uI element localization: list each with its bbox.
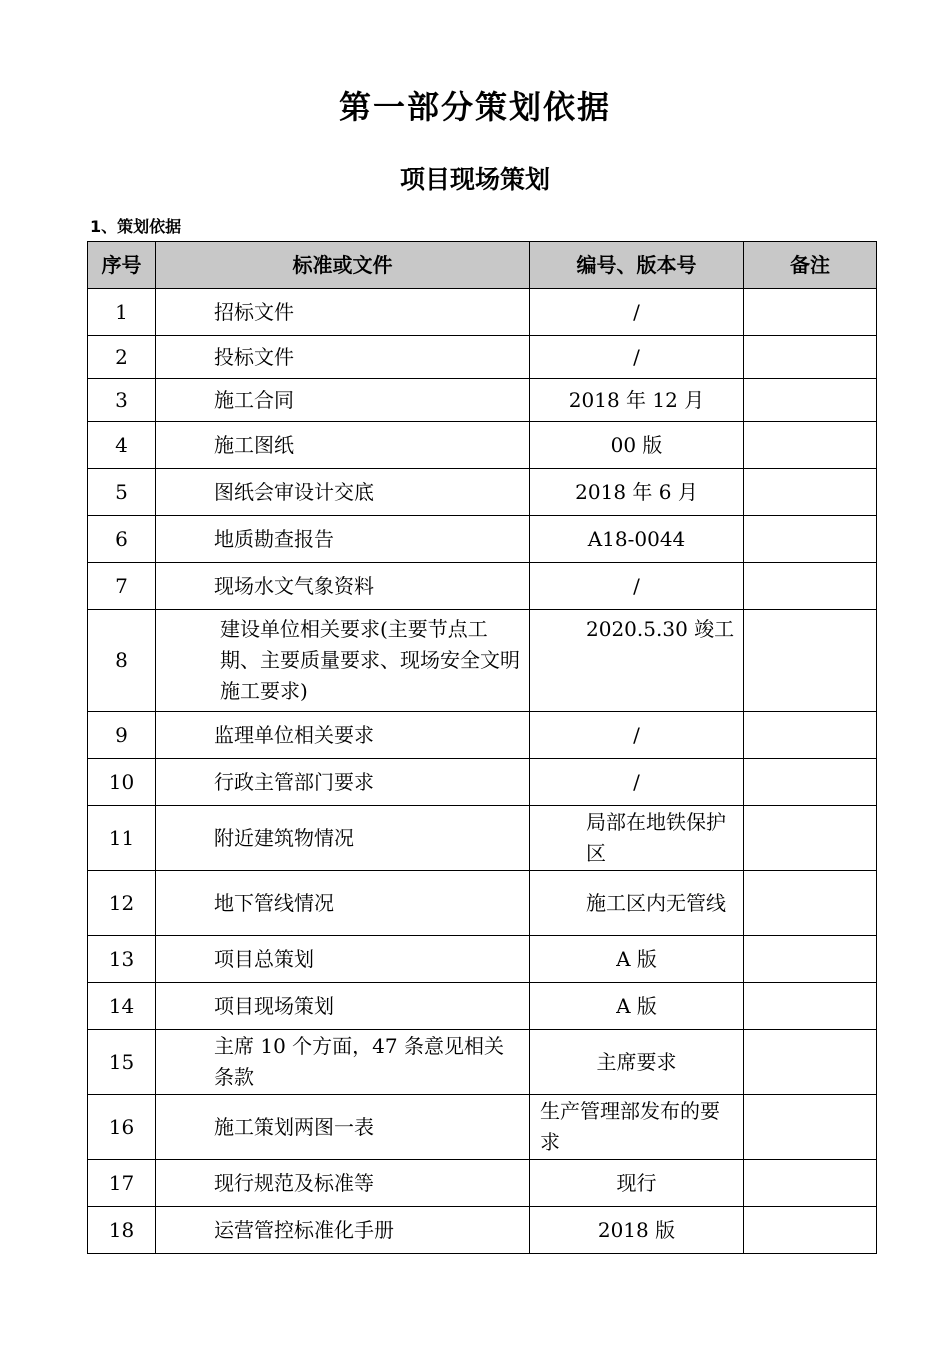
row-name: 施工策划两图一表 <box>156 1095 530 1160</box>
header-no: 序号 <box>88 242 156 289</box>
table-row <box>88 983 877 1030</box>
row-version: A 版 <box>530 983 744 1030</box>
row-version: / <box>530 289 744 336</box>
row-version: 2018 年 6 月 <box>530 469 744 516</box>
row-remark <box>744 871 877 936</box>
row-remark <box>744 712 877 759</box>
table-row <box>88 469 877 516</box>
row-name-text: 主席 10 个方面，47 条意见相关条款 <box>214 1034 504 1089</box>
row-version <box>530 871 744 936</box>
row-remark <box>744 1030 877 1095</box>
row-remark <box>744 422 877 469</box>
row-number: 12 <box>88 871 156 936</box>
row-remark <box>744 983 877 1030</box>
row-remark <box>744 469 877 516</box>
row-version: / <box>530 563 744 610</box>
row-name: 监理单位相关要求 <box>156 712 530 759</box>
row-name: 项目现场策划 <box>156 983 530 1030</box>
page-title: 第一部分策划依据 <box>338 88 611 126</box>
table-row <box>88 712 877 759</box>
table-row <box>88 1095 877 1160</box>
row-version: 现行 <box>530 1160 744 1207</box>
table-row <box>88 379 877 422</box>
row-version: 2018 版 <box>530 1207 744 1254</box>
row-version-text: 施工区内无管线 <box>586 890 726 915</box>
row-number: 6 <box>88 516 156 563</box>
table-row <box>88 289 877 336</box>
row-name: 图纸会审设计交底 <box>156 469 530 516</box>
row-version: A 版 <box>530 936 744 983</box>
row-name: 投标文件 <box>156 336 530 379</box>
table-row <box>88 336 877 379</box>
table-row <box>88 759 877 806</box>
table-row <box>88 936 877 983</box>
row-number: 15 <box>88 1030 156 1095</box>
row-remark <box>744 806 877 871</box>
row-name <box>156 1030 530 1095</box>
row-version: 生产管理部发布的要求 <box>530 1095 744 1160</box>
row-name: 项目总策划 <box>156 936 530 983</box>
row-name: 招标文件 <box>156 289 530 336</box>
row-version-text: 局部在地铁保护区 <box>586 810 726 865</box>
row-name: 现行规范及标准等 <box>156 1160 530 1207</box>
page-subtitle: 项目现场策划 <box>399 165 550 194</box>
row-number: 11 <box>88 806 156 871</box>
row-number: 16 <box>88 1095 156 1160</box>
row-number: 5 <box>88 469 156 516</box>
row-remark <box>744 336 877 379</box>
row-number: 3 <box>88 379 156 422</box>
row-version: / <box>530 336 744 379</box>
header-version: 编号、版本号 <box>530 242 744 289</box>
row-version-text: 2020.5.30 竣工 <box>586 617 735 641</box>
row-number: 7 <box>88 563 156 610</box>
table-row <box>88 1207 877 1254</box>
row-name: 施工合同 <box>156 379 530 422</box>
row-number: 10 <box>88 759 156 806</box>
row-name: 地下管线情况 <box>156 871 530 936</box>
row-version: 2018 年 12 月 <box>530 379 744 422</box>
table-row <box>88 806 877 871</box>
row-remark <box>744 1160 877 1207</box>
row-name: 地质勘查报告 <box>156 516 530 563</box>
table-row <box>88 871 877 936</box>
row-number: 18 <box>88 1207 156 1254</box>
row-version: 主席要求 <box>530 1030 744 1095</box>
table-row <box>88 563 877 610</box>
row-remark <box>744 610 877 712</box>
row-number: 8 <box>88 610 156 712</box>
row-version: 00 版 <box>530 422 744 469</box>
row-name: 行政主管部门要求 <box>156 759 530 806</box>
row-name: 施工图纸 <box>156 422 530 469</box>
header-standard: 标准或文件 <box>156 242 530 289</box>
table-header-row <box>88 242 877 289</box>
table-row <box>88 610 877 712</box>
row-remark <box>744 759 877 806</box>
row-name: 现场水文气象资料 <box>156 563 530 610</box>
table-row <box>88 1030 877 1095</box>
row-remark <box>744 1207 877 1254</box>
row-number: 17 <box>88 1160 156 1207</box>
row-number: 2 <box>88 336 156 379</box>
row-remark <box>744 936 877 983</box>
row-number: 4 <box>88 422 156 469</box>
row-version: A18-0044 <box>530 516 744 563</box>
row-number: 14 <box>88 983 156 1030</box>
table-row <box>88 516 877 563</box>
row-remark <box>744 563 877 610</box>
row-number: 1 <box>88 289 156 336</box>
row-version: / <box>530 759 744 806</box>
table-row <box>88 422 877 469</box>
section-heading: 1、策划依据 <box>90 217 182 236</box>
row-remark <box>744 379 877 422</box>
table-row <box>88 1160 877 1207</box>
row-remark <box>744 1095 877 1160</box>
row-number: 13 <box>88 936 156 983</box>
row-name: 附近建筑物情况 <box>156 806 530 871</box>
row-version <box>530 610 744 712</box>
row-remark <box>744 516 877 563</box>
row-name: 建设单位相关要求(主要节点工期、主要质量要求、现场安全文明施工要求) <box>156 610 530 712</box>
row-number: 9 <box>88 712 156 759</box>
header-remark: 备注 <box>744 242 877 289</box>
row-remark <box>744 289 877 336</box>
row-name: 运营管控标准化手册 <box>156 1207 530 1254</box>
basis-table <box>87 241 877 1254</box>
row-version: / <box>530 712 744 759</box>
row-version <box>530 806 744 871</box>
